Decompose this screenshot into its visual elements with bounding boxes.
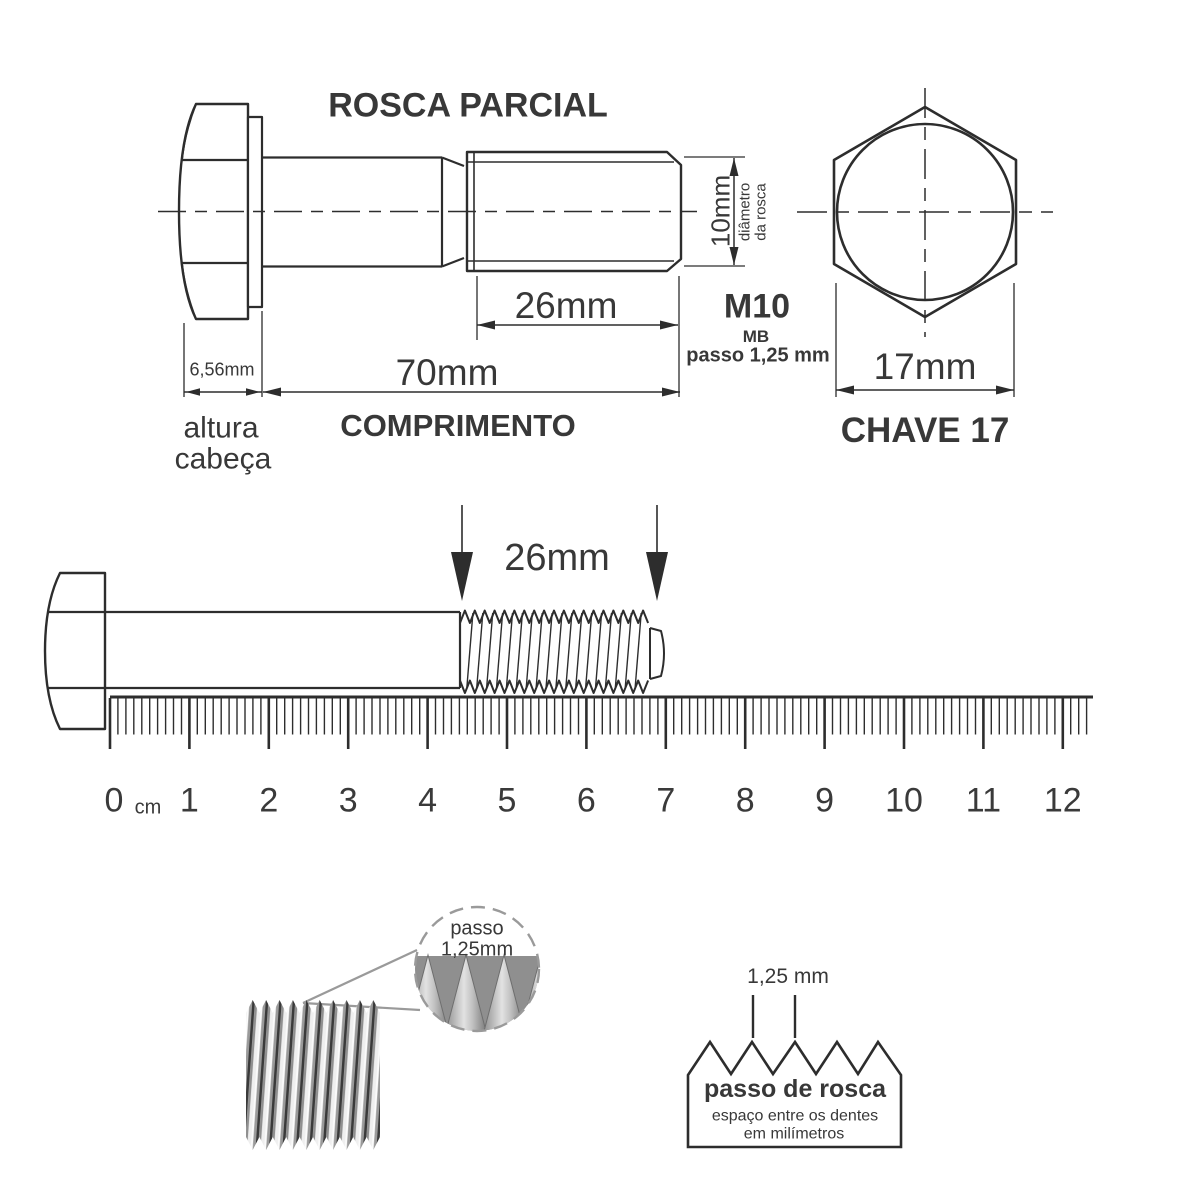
ruler-number: 4 [418, 781, 438, 820]
ruler-number: 9 [815, 781, 835, 820]
ruler-number: 12 [1043, 781, 1082, 820]
total-length-dim: 70mm [395, 351, 499, 393]
ruler-unit: cm [134, 796, 162, 819]
ruler [110, 697, 1093, 749]
ruler-number: 5 [497, 781, 517, 820]
thread-class: MB [742, 327, 770, 347]
wrench-label: CHAVE 17 [840, 410, 1010, 450]
head-height-label-1: altura [183, 411, 259, 445]
ruler-number: 7 [656, 781, 676, 820]
ruler-number: 0 [104, 781, 124, 820]
head-height-dim: 6,56mm [189, 359, 255, 380]
length-label: COMPRIMENTO [340, 407, 576, 443]
view-title: ROSCA PARCIAL [328, 86, 608, 125]
ruler-thread-length-dim: 26mm [504, 537, 610, 580]
ruler-number: 6 [576, 781, 596, 820]
thread-closeup [246, 905, 562, 1150]
pitch-diagram-subtitle-2: em milímetros [743, 1125, 845, 1143]
thread-diameter-label: diâmetro da rosca [736, 182, 769, 242]
ruler-number: 3 [338, 781, 358, 820]
pitch-diagram-subtitle-1: espaço entre os dentes [711, 1107, 879, 1125]
ruler-number: 1 [179, 781, 199, 820]
magnifier-label-1: passo [450, 917, 504, 940]
thread-length-dim: 26mm [514, 284, 618, 326]
pitch-dim: 1,25 mm [747, 965, 829, 989]
magnifier-label-2: 1,25mm [440, 938, 514, 961]
ruler-number: 8 [735, 781, 755, 820]
across-flats-dim: 17mm [873, 345, 977, 387]
thread-spec: M10 [723, 287, 791, 326]
ruler-number: 2 [259, 781, 279, 820]
thread-pitch-spec: passo 1,25 mm [686, 344, 830, 367]
pitch-diagram-title: passo de rosca [703, 1075, 887, 1103]
ruler-number: 10 [885, 781, 923, 820]
head-height-label-2: cabeça [174, 442, 272, 476]
thread-diameter-dim: 10mm [705, 174, 736, 248]
ruler-number: 11 [965, 781, 1002, 820]
